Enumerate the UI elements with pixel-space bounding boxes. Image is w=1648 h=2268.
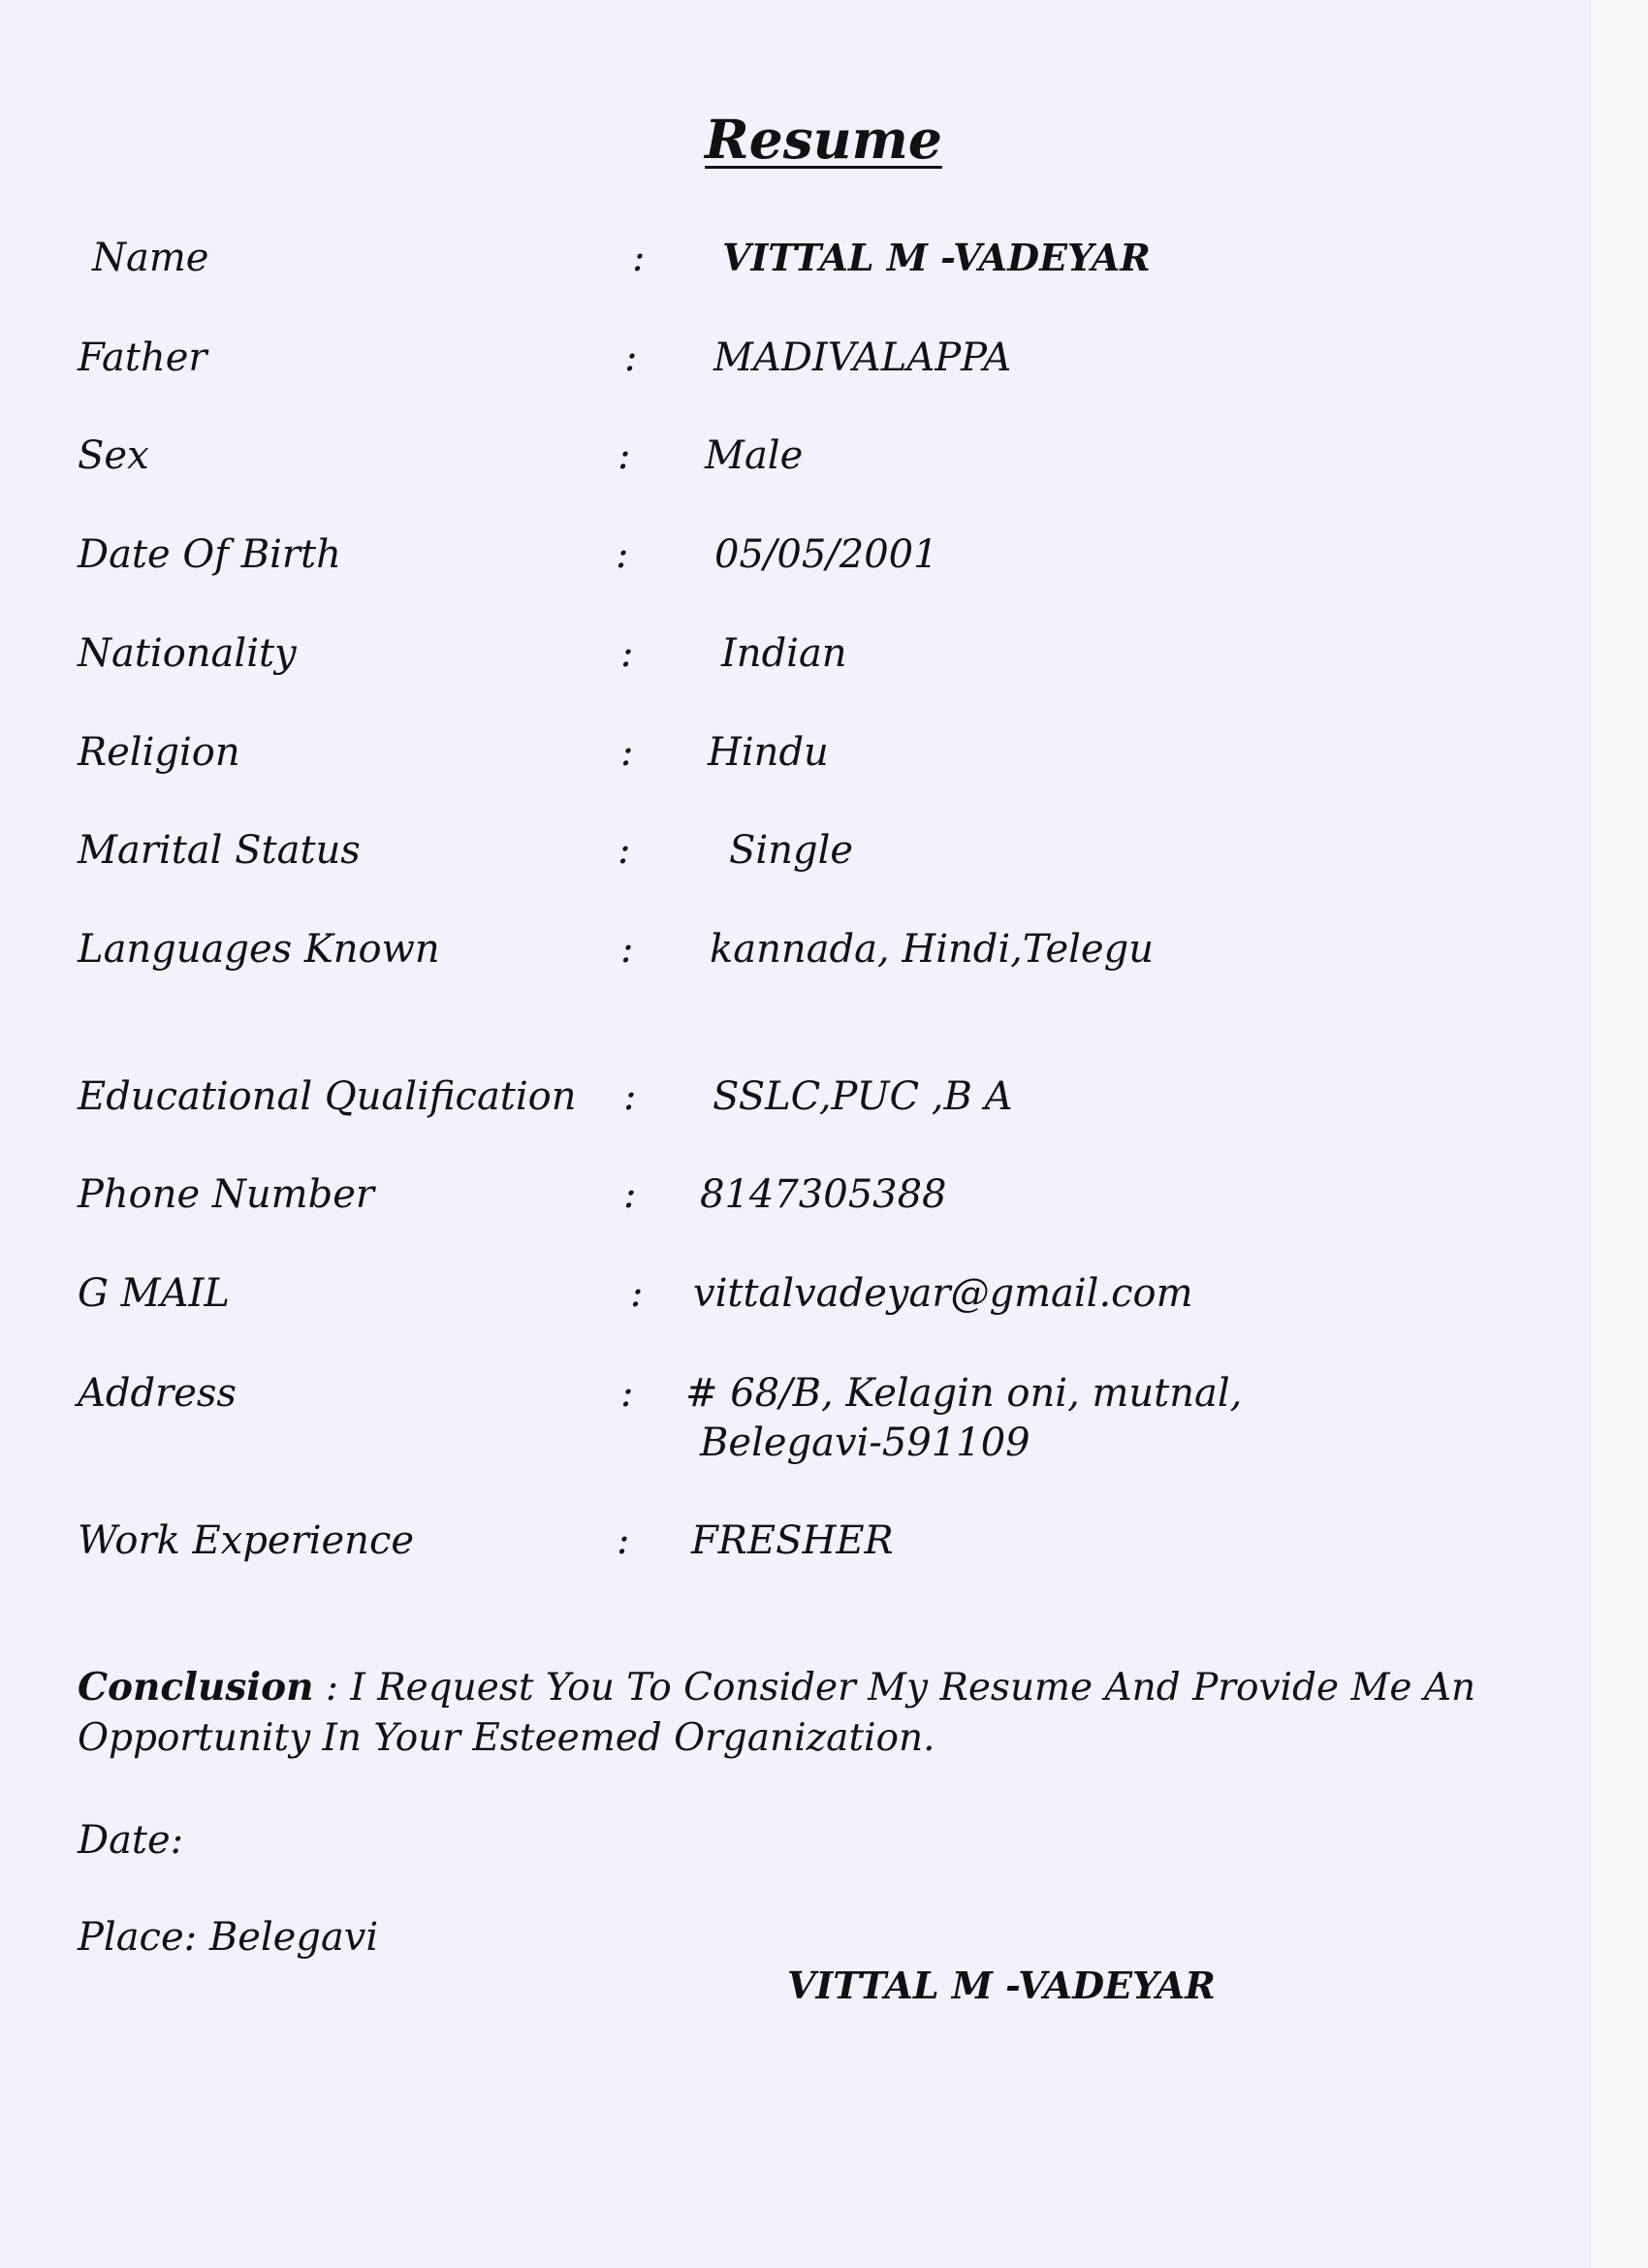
field-label: Address — [78, 1371, 237, 1416]
conclusion-text: : I Request You To Consider My Resume And Provide Me An Opportunity In Your Esteemed Organization. — [78, 1666, 1476, 1760]
field-separator: : — [623, 1074, 637, 1119]
field-value: FRESHER — [691, 1518, 894, 1563]
place-line: Place: Belegavi — [78, 1915, 379, 1960]
field-label: Date Of Birth — [78, 532, 341, 577]
address-line-2: Belegavi-591109 — [700, 1421, 1030, 1465]
field-separator: : — [632, 236, 646, 280]
field-religion — [0, 729, 1590, 787]
field-separator: : — [617, 1518, 630, 1563]
field-value: Hindu — [708, 730, 829, 775]
field-separator: : — [620, 631, 634, 676]
page-title: Resume — [705, 108, 942, 171]
field-label: G MAIL — [78, 1271, 230, 1316]
field-value: 8147305388 — [700, 1172, 947, 1217]
field-separator: : — [618, 828, 631, 873]
date-line: Date: — [78, 1818, 184, 1863]
field-work-experience — [0, 1517, 1590, 1576]
field-value: 05/05/2001 — [714, 532, 938, 577]
field-name — [0, 235, 1590, 293]
field-value: Single — [729, 828, 854, 873]
signature-name: VITTAL M -VADEYAR — [787, 1964, 1216, 2007]
field-separator: : — [620, 1371, 634, 1416]
field-sex — [0, 432, 1590, 491]
field-label: Sex — [78, 433, 149, 478]
conclusion-paragraph — [78, 1662, 1551, 1764]
field-separator: : — [623, 1172, 637, 1217]
field-value: Indian — [721, 631, 847, 676]
field-separator: : — [620, 730, 634, 775]
field-value: vittalvadeyar@gmail.com — [693, 1271, 1193, 1316]
field-languages-known — [0, 926, 1590, 984]
field-educational-qualification — [0, 1073, 1590, 1132]
field-separator: : — [618, 433, 631, 478]
field-value: SSLC,PUC ,B A — [713, 1074, 1013, 1119]
field-value: # 68/B, Kelagin oni, mutnal, — [685, 1371, 1243, 1416]
field-separator: : — [620, 927, 634, 972]
paper-edge — [1590, 0, 1648, 2268]
field-separator: : — [616, 532, 629, 577]
field-value: kannada, Hindi,Telegu — [710, 927, 1154, 972]
field-label: Phone Number — [78, 1172, 374, 1217]
field-label: Name — [92, 236, 209, 280]
field-gmail — [0, 1270, 1590, 1328]
field-value: MADIVALAPPA — [713, 335, 1012, 380]
field-marital-status — [0, 827, 1590, 885]
conclusion-label: Conclusion — [78, 1665, 314, 1709]
field-label: Work Experience — [78, 1518, 415, 1563]
field-label: Educational Qualification — [78, 1074, 577, 1119]
field-label: Languages Known — [78, 927, 440, 972]
field-father — [0, 335, 1590, 393]
field-separator: : — [630, 1271, 644, 1316]
field-value: Male — [705, 433, 804, 478]
field-label: Religion — [78, 730, 240, 775]
field-value: VITTAL M -VADEYAR — [722, 236, 1151, 279]
field-separator: : — [624, 335, 638, 380]
field-nationality — [0, 630, 1590, 688]
field-label: Nationality — [78, 631, 297, 676]
field-phone-number — [0, 1171, 1590, 1230]
field-date-of-birth — [0, 531, 1590, 590]
field-label: Marital Status — [78, 828, 361, 873]
field-label: Father — [78, 335, 207, 380]
